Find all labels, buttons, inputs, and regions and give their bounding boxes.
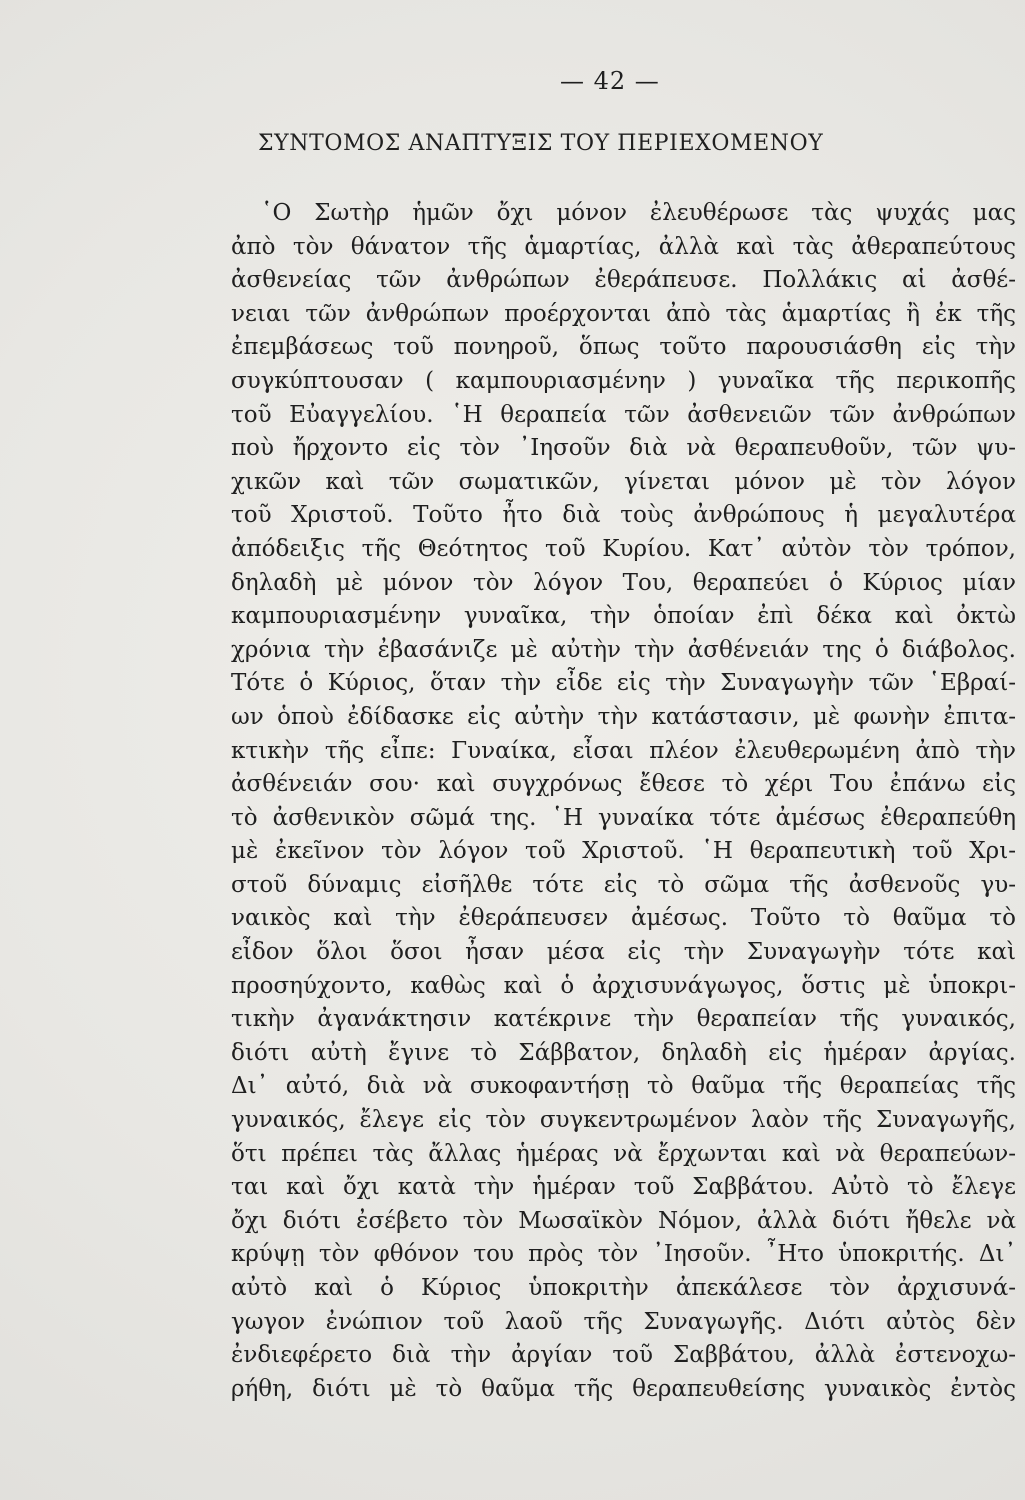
text-line: προσηύχοντο, καθὼς καὶ ὁ ἀρχισυνάγωγος, ὅστις μὲ ὑποκρι- (231, 972, 1016, 999)
text-line: ποὺ ἤρχοντο εἰς τὸν ᾿Ιησοῦν διὰ νὰ θεραπευθοῦν, τῶν ψυ- (231, 435, 1016, 462)
text-line: ῾Ο Σωτὴρ ἡμῶν ὄχι μόνον ἐλευθέρωσε τὰς ψυχάς μας (261, 200, 1016, 226)
text-line: ἀσθένειάν σου· καὶ συγχρόνως ἔθεσε τὸ χέρι Του ἐπάνω εἰς (231, 771, 1016, 798)
text-line: ὄχι διότι ἐσέβετο τὸν Μωσαϊκὸν Νόμον, ἀλλὰ διότι ἤθελε νὰ (231, 1207, 1016, 1234)
text-line: Δι᾿ αὐτό, διὰ νὰ συκοφαντήσῃ τὸ θαῦμα τῆς θεραπείας τῆς (231, 1073, 1016, 1100)
text-line: εἶδον ὅλοι ὅσοι ἦσαν μέσα εἰς τὴν Συναγωγὴν τότε καὶ (231, 939, 1016, 966)
section-title: ΣΥΝΤΟΜΟΣ ΑΝΑΠΤΥΞΙΣ ΤΟΥ ΠΕΡΙΕΧΟΜΕΝΟΥ (258, 131, 824, 156)
text-line: ἀσθενείας τῶν ἀνθρώπων ἐθεράπευσε. Πολλάκις αἱ ἀσθέ- (231, 267, 1016, 294)
page-number: — 42 — (560, 67, 660, 95)
text-line: τοῦ Εὐαγγελίου. ῾Η θεραπεία τῶν ἀσθενειῶν τῶν ἀνθρώπων (231, 401, 1016, 428)
text-line: ἐνδιεφέρετο διὰ τὴν ἀργίαν τοῦ Σαββάτου, ἀλλὰ ἐστενοχω- (231, 1342, 1016, 1369)
text-line: δηλαδὴ μὲ μόνον τὸν λόγον Του, θεραπεύει ὁ Κύριος μίαν (231, 569, 1016, 596)
text-line: ων ὁποὺ ἐδίδασκε εἰς αὐτὴν τὴν κατάστασιν, μὲ φωνὴν ἐπιτα- (231, 703, 1016, 730)
text-line: διότι αὐτὴ ἔγινε τὸ Σάββατον, δηλαδὴ εἰς ἡμέραν ἀργίας. (231, 1039, 1016, 1066)
text-line: γυναικός, ἔλεγε εἰς τὸν συγκεντρωμένον λαὸν τῆς Συναγωγῆς, (231, 1107, 1016, 1134)
text-line: μὲ ἐκεῖνον τὸν λόγον τοῦ Χριστοῦ. ῾Η θεραπευτικὴ τοῦ Χρι- (231, 838, 1016, 865)
text-line: στοῦ δύναμις εἰσῆλθε τότε εἰς τὸ σῶμα τῆς ἀσθενοῦς γυ- (231, 871, 1016, 898)
text-line: γωγον ἐνώπιον τοῦ λαοῦ τῆς Συναγωγῆς. Διότι αὐτὸς δὲν (231, 1308, 1016, 1335)
text-line: ἀπὸ τὸν θάνατον τῆς ἁμαρτίας, ἀλλὰ καὶ τὰς ἀθεραπεύτους (231, 233, 1016, 260)
text-line: Τότε ὁ Κύριος, ὅταν τὴν εἶδε εἰς τὴν Συναγωγὴν τῶν ῾Εβραί- (231, 670, 1016, 697)
text-line: νειαι τῶν ἀνθρώπων προέρχονται ἀπὸ τὰς ἁμαρτίας ἢ ἐκ τῆς (231, 300, 1016, 327)
text-line: χρόνια τὴν ἐβασάνιζε μὲ αὐτὴν τὴν ἀσθένειάν της ὁ διάβολος. (231, 636, 1016, 663)
text-line: καμπουριασμένην γυναῖκα, τὴν ὁποίαν ἐπὶ δέκα καὶ ὀκτὼ (231, 603, 1016, 630)
text-line: τὸ ἀσθενικὸν σῶμά της. ῾Η γυναίκα τότε ἀμέσως ἐθεραπεύθη (231, 804, 1016, 831)
text-line: ναικὸς καὶ τὴν ἐθεράπευσεν ἀμέσως. Τοῦτο τὸ θαῦμα τὸ (231, 905, 1016, 932)
text-line: ἐπεμβάσεως τοῦ πονηροῦ, ὅπως τοῦτο παρουσιάσθη εἰς τὴν (231, 334, 1016, 361)
text-line: χικῶν καὶ τῶν σωματικῶν, γίνεται μόνον μὲ τὸν λόγον (231, 468, 1016, 495)
text-line: ται καὶ ὄχι κατὰ τὴν ἡμέραν τοῦ Σαββάτου. Αὐτὸ τὸ ἔλεγε (231, 1174, 1016, 1201)
text-line: ρήθη, διότι μὲ τὸ θαῦμα τῆς θεραπευθείσης γυναικὸς ἐντὸς (231, 1375, 1016, 1402)
text-line: ὅτι πρέπει τὰς ἄλλας ἡμέρας νὰ ἔρχωνται καὶ νὰ θεραπεύων- (231, 1140, 1016, 1167)
text-line: κτικὴν τῆς εἶπε: Γυναίκα, εἶσαι πλέον ἐλευθερωμένη ἀπὸ τὴν (231, 737, 1016, 764)
text-line: τοῦ Χριστοῦ. Τοῦτο ἦτο διὰ τοὺς ἀνθρώπους ἡ μεγαλυτέρα (231, 502, 1016, 529)
text-line: τικὴν ἀγανάκτησιν κατέκρινε τὴν θεραπείαν τῆς γυναικός, (231, 1006, 1016, 1033)
text-line: αὐτὸ καὶ ὁ Κύριος ὑποκριτὴν ἀπεκάλεσε τὸν ἀρχισυνά- (231, 1275, 1016, 1301)
text-line: κρύψῃ τὸν φθόνον του πρὸς τὸν ᾿Ιησοῦν. ῏Ητο ὑποκριτής. Δι᾿ (231, 1241, 1016, 1268)
body-text (231, 197, 1016, 1406)
text-line: συγκύπτουσαν ( καμπουριασμένην ) γυναῖκα τῆς περικοπῆς (231, 367, 1016, 394)
text-line: ἀπόδειξις τῆς Θεότητος τοῦ Κυρίου. Κατ᾿ αὐτὸν τὸν τρόπον, (231, 535, 1016, 562)
